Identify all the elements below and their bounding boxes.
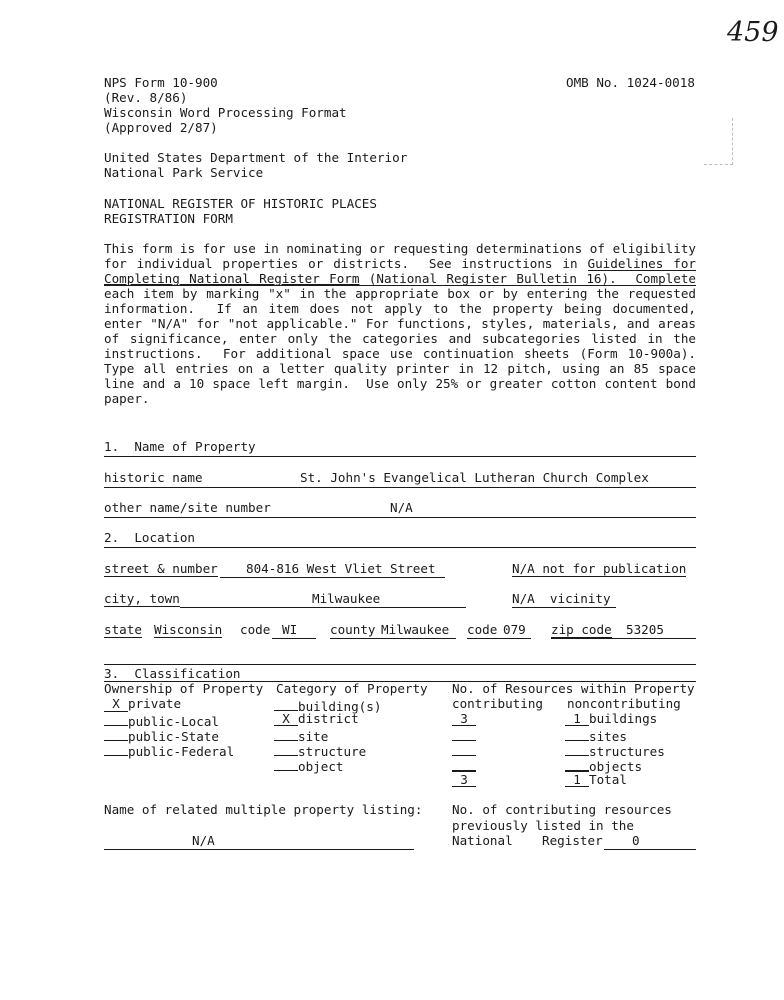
previously-listed-label-1: No. of contributing resources: [452, 802, 672, 817]
vicinity-field[interactable]: N/A vicinity: [512, 591, 611, 606]
section-2-rule: [104, 547, 696, 548]
ownership-label: public-Federal: [128, 744, 235, 759]
category-header: Category of Property: [276, 681, 428, 696]
ownership-option[interactable]: [104, 696, 181, 712]
register-label: Register: [542, 833, 603, 848]
complete-underline: [104, 285, 696, 286]
county-label: county: [330, 622, 376, 637]
state-code-rule: [272, 638, 316, 639]
noncontributing-count[interactable]: [565, 756, 589, 771]
resource-total-row: [565, 771, 627, 787]
guidelines-underline: [588, 270, 696, 271]
noncontributing-total[interactable]: 1: [565, 771, 589, 787]
register-value[interactable]: 0: [632, 833, 640, 848]
resource-row: [452, 711, 476, 726]
section-3-heading: 3. Classification: [104, 666, 241, 681]
street-rule: [220, 577, 445, 578]
form-title: NATIONAL REGISTER OF HISTORIC PLACES: [104, 196, 377, 211]
resources-header: No. of Resources within Property: [452, 681, 695, 696]
county-code-value[interactable]: 079: [503, 622, 526, 637]
category-option[interactable]: [274, 756, 344, 774]
ownership-label: public-Local: [128, 714, 219, 729]
category-mark: X: [274, 711, 298, 726]
category-label: structure: [298, 744, 367, 759]
agency-service: National Park Service: [104, 165, 264, 180]
resource-label: structures: [589, 744, 665, 759]
state-label: state: [104, 622, 142, 637]
other-name-label: other name/site number: [104, 500, 271, 515]
form-subtitle: REGISTRATION FORM: [104, 211, 233, 226]
register-rule: [604, 849, 696, 850]
county-code-rule: [467, 638, 531, 639]
resource-total-label: Total: [589, 772, 627, 787]
contributing-count[interactable]: [452, 756, 476, 771]
instructions-line: This form is for use in nominating or requesting determinations of eligibility: [104, 241, 696, 256]
instructions-line: information. If an item does not apply to the property being documented,: [104, 301, 696, 316]
section-1-rule: [104, 456, 696, 457]
instructions-line: each item by marking "x" in the appropriate box or by entering the requested: [104, 286, 696, 301]
ownership-header: Ownership of Property: [104, 681, 264, 696]
ownership-mark: [104, 711, 128, 726]
category-label: building(s): [298, 699, 382, 714]
city-town-value[interactable]: Milwaukee: [312, 591, 381, 606]
category-label: object: [298, 759, 344, 774]
not-for-publication[interactable]: N/A not for publication: [512, 561, 687, 576]
multiple-property-label: Name of related multiple property listing:: [104, 802, 423, 817]
resource-row: [565, 711, 657, 726]
noncontributing-count[interactable]: 1: [565, 711, 589, 726]
category-label: site: [298, 729, 329, 744]
ownership-mark: X: [104, 696, 128, 712]
city-town-label: city, town: [104, 591, 180, 606]
contributing-count[interactable]: 3: [452, 711, 476, 726]
ownership-mark: [104, 726, 128, 741]
instructions-line: paper.: [104, 391, 150, 406]
category-mark: [274, 696, 298, 711]
zip-code-value[interactable]: 53205: [626, 622, 664, 637]
noncontributing-count[interactable]: [565, 741, 589, 756]
handwritten-page-number: 459: [727, 17, 779, 48]
state-value[interactable]: Wisconsin: [154, 622, 223, 637]
instructions-line: instructions. For additional space use continuation sheets (Form 10-900a).: [104, 346, 696, 361]
category-mark: [274, 741, 298, 756]
agency-department: United States Department of the Interior: [104, 150, 408, 165]
ownership-mark: [104, 741, 128, 756]
form-revision: (Rev. 8/86): [104, 90, 188, 105]
form-approved: (Approved 2/87): [104, 120, 218, 135]
state-code-label: code: [240, 622, 271, 637]
instructions-line: [104, 271, 696, 286]
historic-name-value[interactable]: St. John's Evangelical Lutheran Church Complex: [300, 470, 649, 485]
omb-number: OMB No. 1024-0018: [566, 75, 695, 90]
resource-label: sites: [589, 729, 627, 744]
section-3-top-rule: [104, 664, 696, 665]
instructions-line: line and a 10 space left margin. Use only 25% or greater cotton content bond: [104, 376, 696, 391]
instructions-line: Type all entries on a letter quality printer in 12 pitch, using an 85 space: [104, 361, 696, 376]
contributing-count[interactable]: [452, 741, 476, 756]
previously-listed-label-2: previously listed in the: [452, 818, 634, 833]
other-name-value[interactable]: N/A: [390, 500, 413, 515]
ownership-label: public-State: [128, 729, 219, 744]
form-number: NPS Form 10-900: [104, 75, 218, 90]
category-mark: [274, 726, 298, 741]
form-format: Wisconsin Word Processing Format: [104, 105, 347, 120]
street-number-value[interactable]: 804-816 West Vliet Street: [246, 561, 436, 576]
street-number-label: street & number: [104, 561, 218, 576]
section-2-heading: 2. Location: [104, 530, 195, 545]
instructions-line: of significance, enter only the categories and subcategories listed in the: [104, 331, 696, 346]
multiple-property-rule: [104, 849, 414, 850]
category-label: district: [298, 711, 359, 726]
zip-rule: [551, 638, 696, 639]
historic-name-rule: [104, 487, 696, 488]
city-rule: [180, 607, 466, 608]
instructions-paragraph: [104, 241, 696, 406]
national-label: National: [452, 833, 513, 848]
resource-total-row: [452, 771, 476, 787]
category-mark: [274, 756, 298, 771]
county-code-label: code: [467, 622, 498, 637]
resource-label: buildings: [589, 711, 658, 726]
multiple-property-value[interactable]: N/A: [192, 833, 215, 848]
faint-stamp-mark: [704, 118, 733, 165]
other-name-rule: [104, 517, 696, 518]
noncontributing-header: noncontributing: [567, 696, 681, 711]
contributing-total[interactable]: 3: [452, 771, 476, 787]
county-rule: [330, 638, 456, 639]
noncontributing-count[interactable]: [565, 726, 589, 741]
vicinity-rule: [512, 607, 616, 608]
ownership-option[interactable]: [104, 741, 234, 759]
state-code-value[interactable]: WI: [282, 622, 298, 637]
contributing-header: contributing: [452, 696, 543, 711]
contributing-count[interactable]: [452, 726, 476, 741]
county-value[interactable]: Milwaukee: [381, 622, 450, 637]
resource-label: objects: [589, 759, 643, 774]
instructions-line: enter "N/A" for "not applicable." For functions, styles, materials, and areas: [104, 316, 696, 331]
instructions-line-continued: (National Register Bulletin 16). Complete: [359, 271, 696, 286]
instructions-line: for individual properties or districts. See instructions in Guidelines for: [104, 256, 696, 271]
category-option[interactable]: [274, 711, 359, 726]
historic-name-label: historic name: [104, 470, 203, 485]
guidelines-link: Completing National Register Form: [104, 271, 360, 286]
ownership-label: private: [128, 696, 182, 711]
section-1-heading: 1. Name of Property: [104, 439, 256, 454]
zip-code-label: zip code: [551, 622, 612, 637]
